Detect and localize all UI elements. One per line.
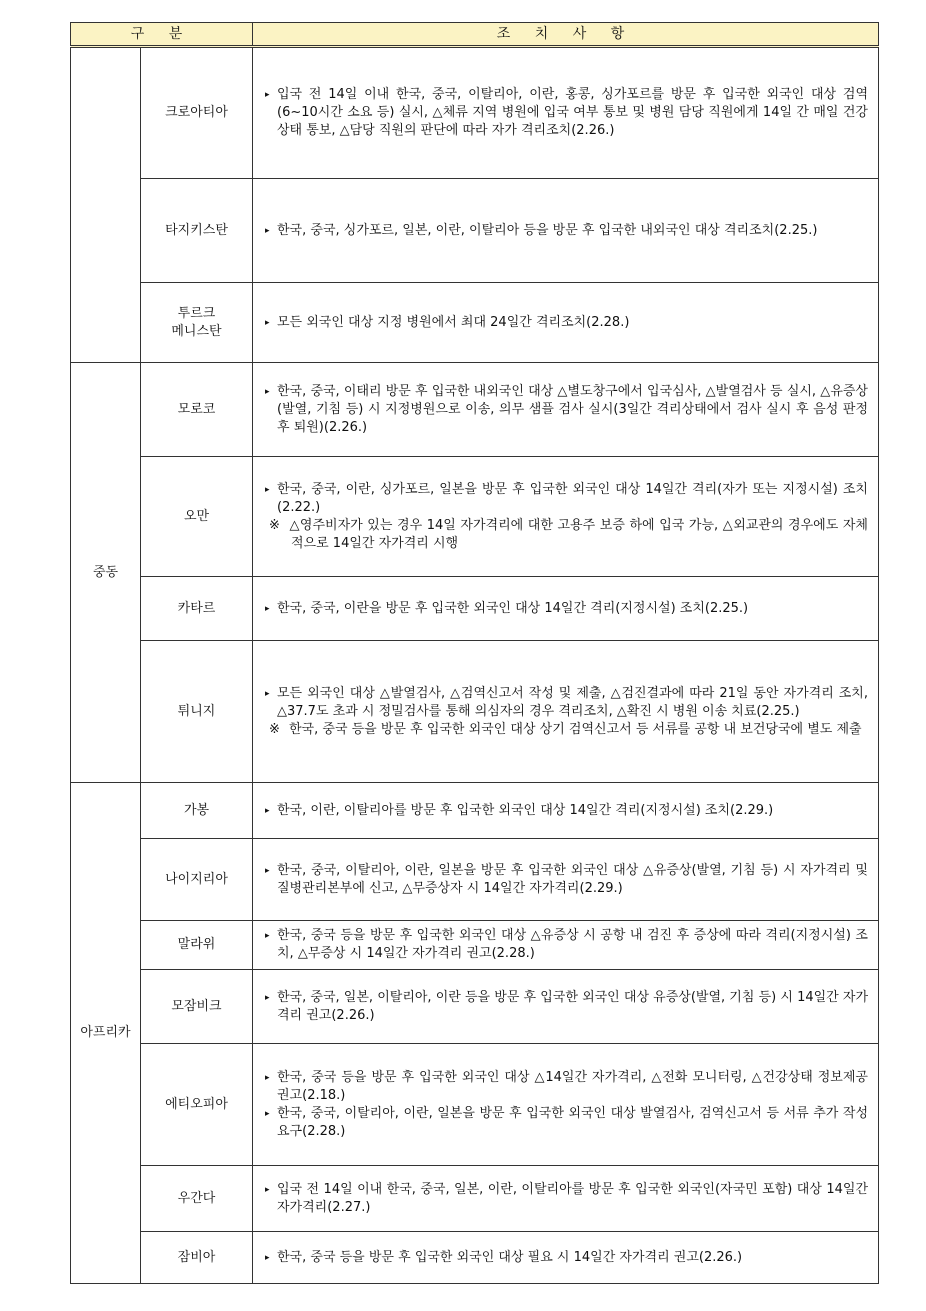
measure-text: 입국 전 14일 이내 한국, 중국, 일본, 이란, 이탈리아를 방문 후 입국한 외국인(자국민 포함) 대상 14일간 자가격리(2.27.) <box>277 1181 868 1215</box>
measure-cell <box>253 47 879 179</box>
bullet-item <box>263 383 868 437</box>
table-row <box>71 283 879 363</box>
bullet-icon: ▸ <box>265 484 270 495</box>
country-cell: 가봉 <box>141 783 253 839</box>
measure-text: 모든 외국인 대상 지정 병원에서 최대 24일간 격리조치(2.28.) <box>277 314 630 330</box>
measure-text: △영주비자가 있는 경우 14일 자가격리에 대한 고용주 보증 하에 입국 가능, △외교관의 경우에도 자체적으로 14일간 자가격리 시행 <box>289 517 868 551</box>
measure-cell <box>253 1232 879 1284</box>
bullet-item <box>263 1181 868 1217</box>
table-row <box>71 921 879 970</box>
measure-text: 한국, 이란, 이탈리아를 방문 후 입국한 외국인 대상 14일간 격리(지정시설) 조치(2.29.) <box>277 802 774 818</box>
bullet-icon: ▸ <box>265 225 270 236</box>
country-cell: 모로코 <box>141 363 253 457</box>
bullet-icon: ▸ <box>265 603 270 614</box>
country-cell: 에티오피아 <box>141 1044 253 1166</box>
country-cell: 튀니지 <box>141 641 253 783</box>
bullet-item <box>263 86 868 140</box>
bullet-item <box>263 1105 868 1141</box>
table-row <box>71 1044 879 1166</box>
bullet-icon: ▸ <box>265 1108 270 1119</box>
table-row <box>71 457 879 577</box>
bullet-item <box>263 685 868 721</box>
bullet-item <box>263 862 868 898</box>
bullet-icon: ▸ <box>265 317 270 328</box>
measure-cell <box>253 1044 879 1166</box>
country-cell: 오만 <box>141 457 253 577</box>
measure-text: 한국, 중국, 이란을 방문 후 입국한 외국인 대상 14일간 격리(지정시설) 조치(2.25.) <box>277 600 749 616</box>
country-cell: 말라위 <box>141 921 253 970</box>
bullet-icon: ▸ <box>265 1184 270 1195</box>
measure-cell <box>253 970 879 1044</box>
bullet-icon: ▸ <box>265 805 270 816</box>
bullet-item <box>263 481 868 517</box>
measure-text: 한국, 중국 등을 방문 후 입국한 외국인 대상 상기 검역신고서 등 서류를 공항 내 보건당국에 별도 제출 <box>289 721 862 737</box>
table-row <box>71 970 879 1044</box>
bullet-icon: ▸ <box>265 1252 270 1263</box>
bullet-icon: ▸ <box>265 386 270 397</box>
country-cell: 잠비아 <box>141 1232 253 1284</box>
country-cell: 카타르 <box>141 577 253 641</box>
header-measures: 조 치 사 항 <box>253 23 879 47</box>
measure-cell <box>253 457 879 577</box>
country-cell: 타지키스탄 <box>141 179 253 283</box>
measure-text: 한국, 중국, 이란, 싱가포르, 일본을 방문 후 입국한 외국인 대상 14일간 격리(자가 또는 지정시설) 조치(2.22.) <box>277 481 868 515</box>
bullet-item <box>263 314 868 332</box>
bullet-icon: ▸ <box>265 992 270 1003</box>
bullet-item <box>263 989 868 1025</box>
country-cell: 크로아티아 <box>141 47 253 179</box>
table-row <box>71 363 879 457</box>
country-cell: 우간다 <box>141 1166 253 1232</box>
measure-cell <box>253 363 879 457</box>
measure-text: 모든 외국인 대상 △발열검사, △검역신고서 작성 및 제출, △검진결과에 따라 21일 동안 자가격리 조치, △37.7도 초과 시 정밀검사를 통해 의심자의 경우 격리조치, △확진 시 병원 이송 치료(2.25.) <box>277 685 868 719</box>
bullet-item <box>263 222 868 240</box>
country-cell: 투르크 메니스탄 <box>141 283 253 363</box>
measure-cell <box>253 641 879 783</box>
measure-cell <box>253 577 879 641</box>
bullet-item <box>263 600 868 618</box>
table-row <box>71 47 879 179</box>
measure-cell <box>253 1166 879 1232</box>
bullet-item <box>263 802 868 820</box>
measure-cell <box>253 839 879 921</box>
country-cell: 모잠비크 <box>141 970 253 1044</box>
bullet-item <box>263 1249 868 1267</box>
country-cell: 나이지리아 <box>141 839 253 921</box>
table-row <box>71 1166 879 1232</box>
measure-text: 한국, 중국, 일본, 이탈리아, 이란 등을 방문 후 입국한 외국인 대상 유증상(발열, 기침 등) 시 14일간 자가격리 권고(2.26.) <box>277 989 868 1023</box>
measure-cell <box>253 921 879 970</box>
measure-text: 한국, 중국, 이탈리아, 이란, 일본을 방문 후 입국한 외국인 대상 △유증상(발열, 기침 등) 시 자가격리 및 질병관리본부에 신고, △무증상자 시 14일간 자가격리(2.29.) <box>277 862 868 896</box>
measure-cell <box>253 783 879 839</box>
note-mark-icon: ※ <box>269 517 280 533</box>
table-row <box>71 783 879 839</box>
table-row <box>71 179 879 283</box>
measure-text: 한국, 중국, 이태리 방문 후 입국한 내외국인 대상 △별도창구에서 입국심사, △발열검사 등 실시, △유증상(발열, 기침 등) 시 지정병원으로 이송, 의무 샘플 검사 실시(3일간 격리상태에서 검사 실시 후 음성 판정 후 퇴원)(2.26.) <box>277 383 868 435</box>
measures-table <box>70 22 879 1284</box>
region-cell <box>71 47 141 363</box>
note-item <box>263 721 868 739</box>
header-category: 구 분 <box>71 23 253 47</box>
measure-text: 한국, 중국, 이탈리아, 이란, 일본을 방문 후 입국한 외국인 대상 발열검사, 검역신고서 등 서류 추가 작성 요구(2.28.) <box>277 1105 868 1139</box>
note-item <box>263 517 868 553</box>
measure-cell <box>253 283 879 363</box>
bullet-item <box>263 927 868 963</box>
bullet-icon: ▸ <box>265 688 270 699</box>
measure-cell <box>253 179 879 283</box>
region-cell: 아프리카 <box>71 783 141 1284</box>
measure-text: 한국, 중국, 싱가포르, 일본, 이란, 이탈리아 등을 방문 후 입국한 내외국인 대상 격리조치(2.25.) <box>277 222 818 238</box>
measure-text: 한국, 중국 등을 방문 후 입국한 외국인 대상 △14일간 자가격리, △전화 모니터링, △건강상태 정보제공 권고(2.18.) <box>277 1069 868 1103</box>
bullet-icon: ▸ <box>265 931 270 941</box>
measure-text: 입국 전 14일 이내 한국, 중국, 이탈리아, 이란, 홍콩, 싱가포르를 방문 후 입국한 외국인 대상 검역(6~10시간 소요 등) 실시, △체류 지역 병원에 입국 여부 통보 및 병원 담당 직원에게 14일 간 매일 건강상태 통보, △담당 직원의 판단에 따라 자가 격리조치(2.26.) <box>277 87 868 138</box>
table-row <box>71 1232 879 1284</box>
bullet-item <box>263 1069 868 1105</box>
table-row <box>71 839 879 921</box>
measure-text: 한국, 중국 등을 방문 후 입국한 외국인 대상 △유증상 시 공항 내 검진 후 증상에 따라 격리(지정시설) 조치, △무증상 시 14일간 자가격리 권고(2.28.) <box>277 928 868 961</box>
bullet-icon: ▸ <box>265 90 270 100</box>
measure-text: 한국, 중국 등을 방문 후 입국한 외국인 대상 필요 시 14일간 자가격리 권고(2.26.) <box>277 1249 743 1265</box>
bullet-icon: ▸ <box>265 1072 270 1083</box>
table-header-row <box>71 23 879 47</box>
region-cell: 중동 <box>71 363 141 783</box>
table-row <box>71 641 879 783</box>
bullet-icon: ▸ <box>265 865 270 876</box>
note-mark-icon: ※ <box>269 721 280 737</box>
table-row <box>71 577 879 641</box>
